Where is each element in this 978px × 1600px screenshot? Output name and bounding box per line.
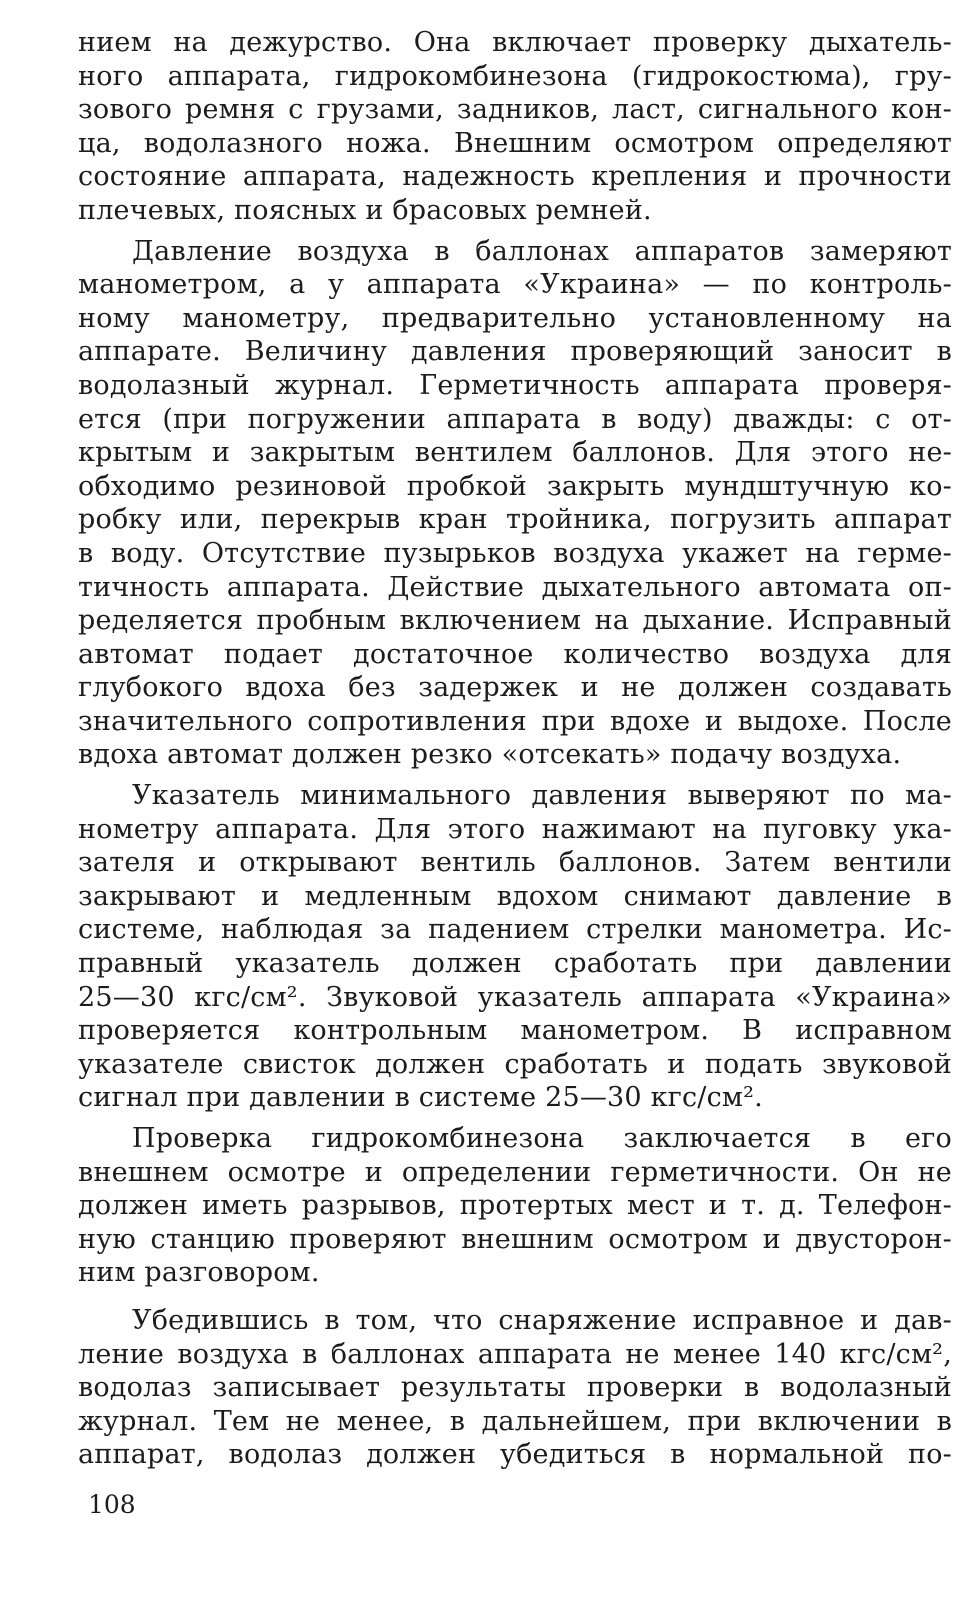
text-line: робку или, перекрыв кран тройника, погрузить аппарат [78,504,952,536]
text-line: ление воздуха в баллонах аппарата не менее 140 кгс/см², [78,1338,952,1370]
text-line: аппарате. Величину давления проверяющий заносит в [78,336,952,368]
text-line: зателя и открывают вентиль баллонов. Затем вентили [78,847,952,879]
text-line: нием на дежурство. Она включает проверку дыхатель- [78,27,952,58]
text-line: манометром, а у аппарата «Украина» — по контроль- [78,269,952,301]
text-line: журнал. Тем не менее, в дальнейшем, при включении в [78,1405,952,1437]
text-line: нометру аппарата. Для этого нажимают на пуговку ука- [78,813,952,845]
text-line: значительного сопротивления при вдохе и выдохе. После [78,705,952,737]
text-line: ределяется пробным включением на дыхание. Исправный [78,605,952,637]
paragraph-5 [78,1304,952,1472]
text-line: Давление воздуха в баллонах аппаратов замеряют [132,235,952,267]
text-line: в воду. Отсутствие пузырьков воздуха укажет на герме- [78,537,952,569]
text-line: обходимо резиновой пробкой закрыть мундштучную ко- [78,470,952,502]
text-line: ца, водолазного ножа. Внешним осмотром определяют [78,127,952,159]
text-line: плечевых, поясных и брасовых ремней. [78,194,652,226]
text-line: системе, наблюдая за падением стрелки манометра. Ис- [78,914,952,946]
text-line: должен иметь разрывов, протертых мест и т. д. Телефон- [78,1190,952,1222]
text-line: ним разговором. [78,1257,320,1289]
text-line: Проверка гидрокомбинезона заключается в его [132,1123,952,1154]
text-line: аппарат, водолаз должен убедиться в нормальной по- [78,1439,952,1471]
text-line: сигнал при давлении в системе 25—30 кгс/см². [78,1082,763,1114]
text-line: водолазный журнал. Герметичность аппарата проверя- [78,369,952,401]
text-line: вдоха автомат должен резко «отсекать» подачу воздуха. [78,739,902,771]
text-line: указателе свисток должен сработать и подать звуковой [78,1048,952,1080]
page-number: 108 [88,1490,136,1519]
text-line: ного аппарата, гидрокомбинезона (гидрокостюма), гру- [78,60,952,92]
paragraph-2 [78,235,952,773]
paragraph-1 [78,26,952,228]
text-line: ному манометру, предварительно установленному на [78,302,952,334]
text-line: глубокого вдоха без задержек и не должен создавать [78,672,952,704]
paragraph-4 [78,1122,952,1290]
text-line: крытым и закрытым вентилем баллонов. Для этого не- [78,437,952,469]
text-line: ется (при погружении аппарата в воду) дважды: с от- [78,403,952,435]
text-line: автомат подает достаточное количество воздуха для [78,638,952,670]
paragraph-3 [78,779,952,1115]
text-line: закрывают и медленным вдохом снимают давление в [78,880,952,912]
text-line: состояние аппарата, надежность крепления и прочности [78,161,952,193]
text-line: внешнем осмотре и определении герметичности. Он не [78,1156,952,1188]
text-line: водолаз записывает результаты проверки в водолазный [78,1372,952,1404]
text-line: Указатель минимального давления выверяют по ма- [132,780,952,812]
text-line: 25—30 кгс/см². Звуковой указатель аппарата «Украина» [78,981,952,1013]
text-line: правный указатель должен сработать при давлении [78,948,952,980]
text-line: ную станцию проверяют внешним осмотром и двусторон- [78,1223,952,1255]
text-line: Убедившись в том, что снаряжение исправное и дав- [132,1304,952,1336]
text-line: тичность аппарата. Действие дыхательного автомата оп- [78,571,952,603]
text-line: зового ремня с грузами, задников, ласт, сигнального кон- [78,94,952,126]
text-line: проверяется контрольным манометром. В исправном [78,1015,952,1047]
page-body [78,26,952,1479]
